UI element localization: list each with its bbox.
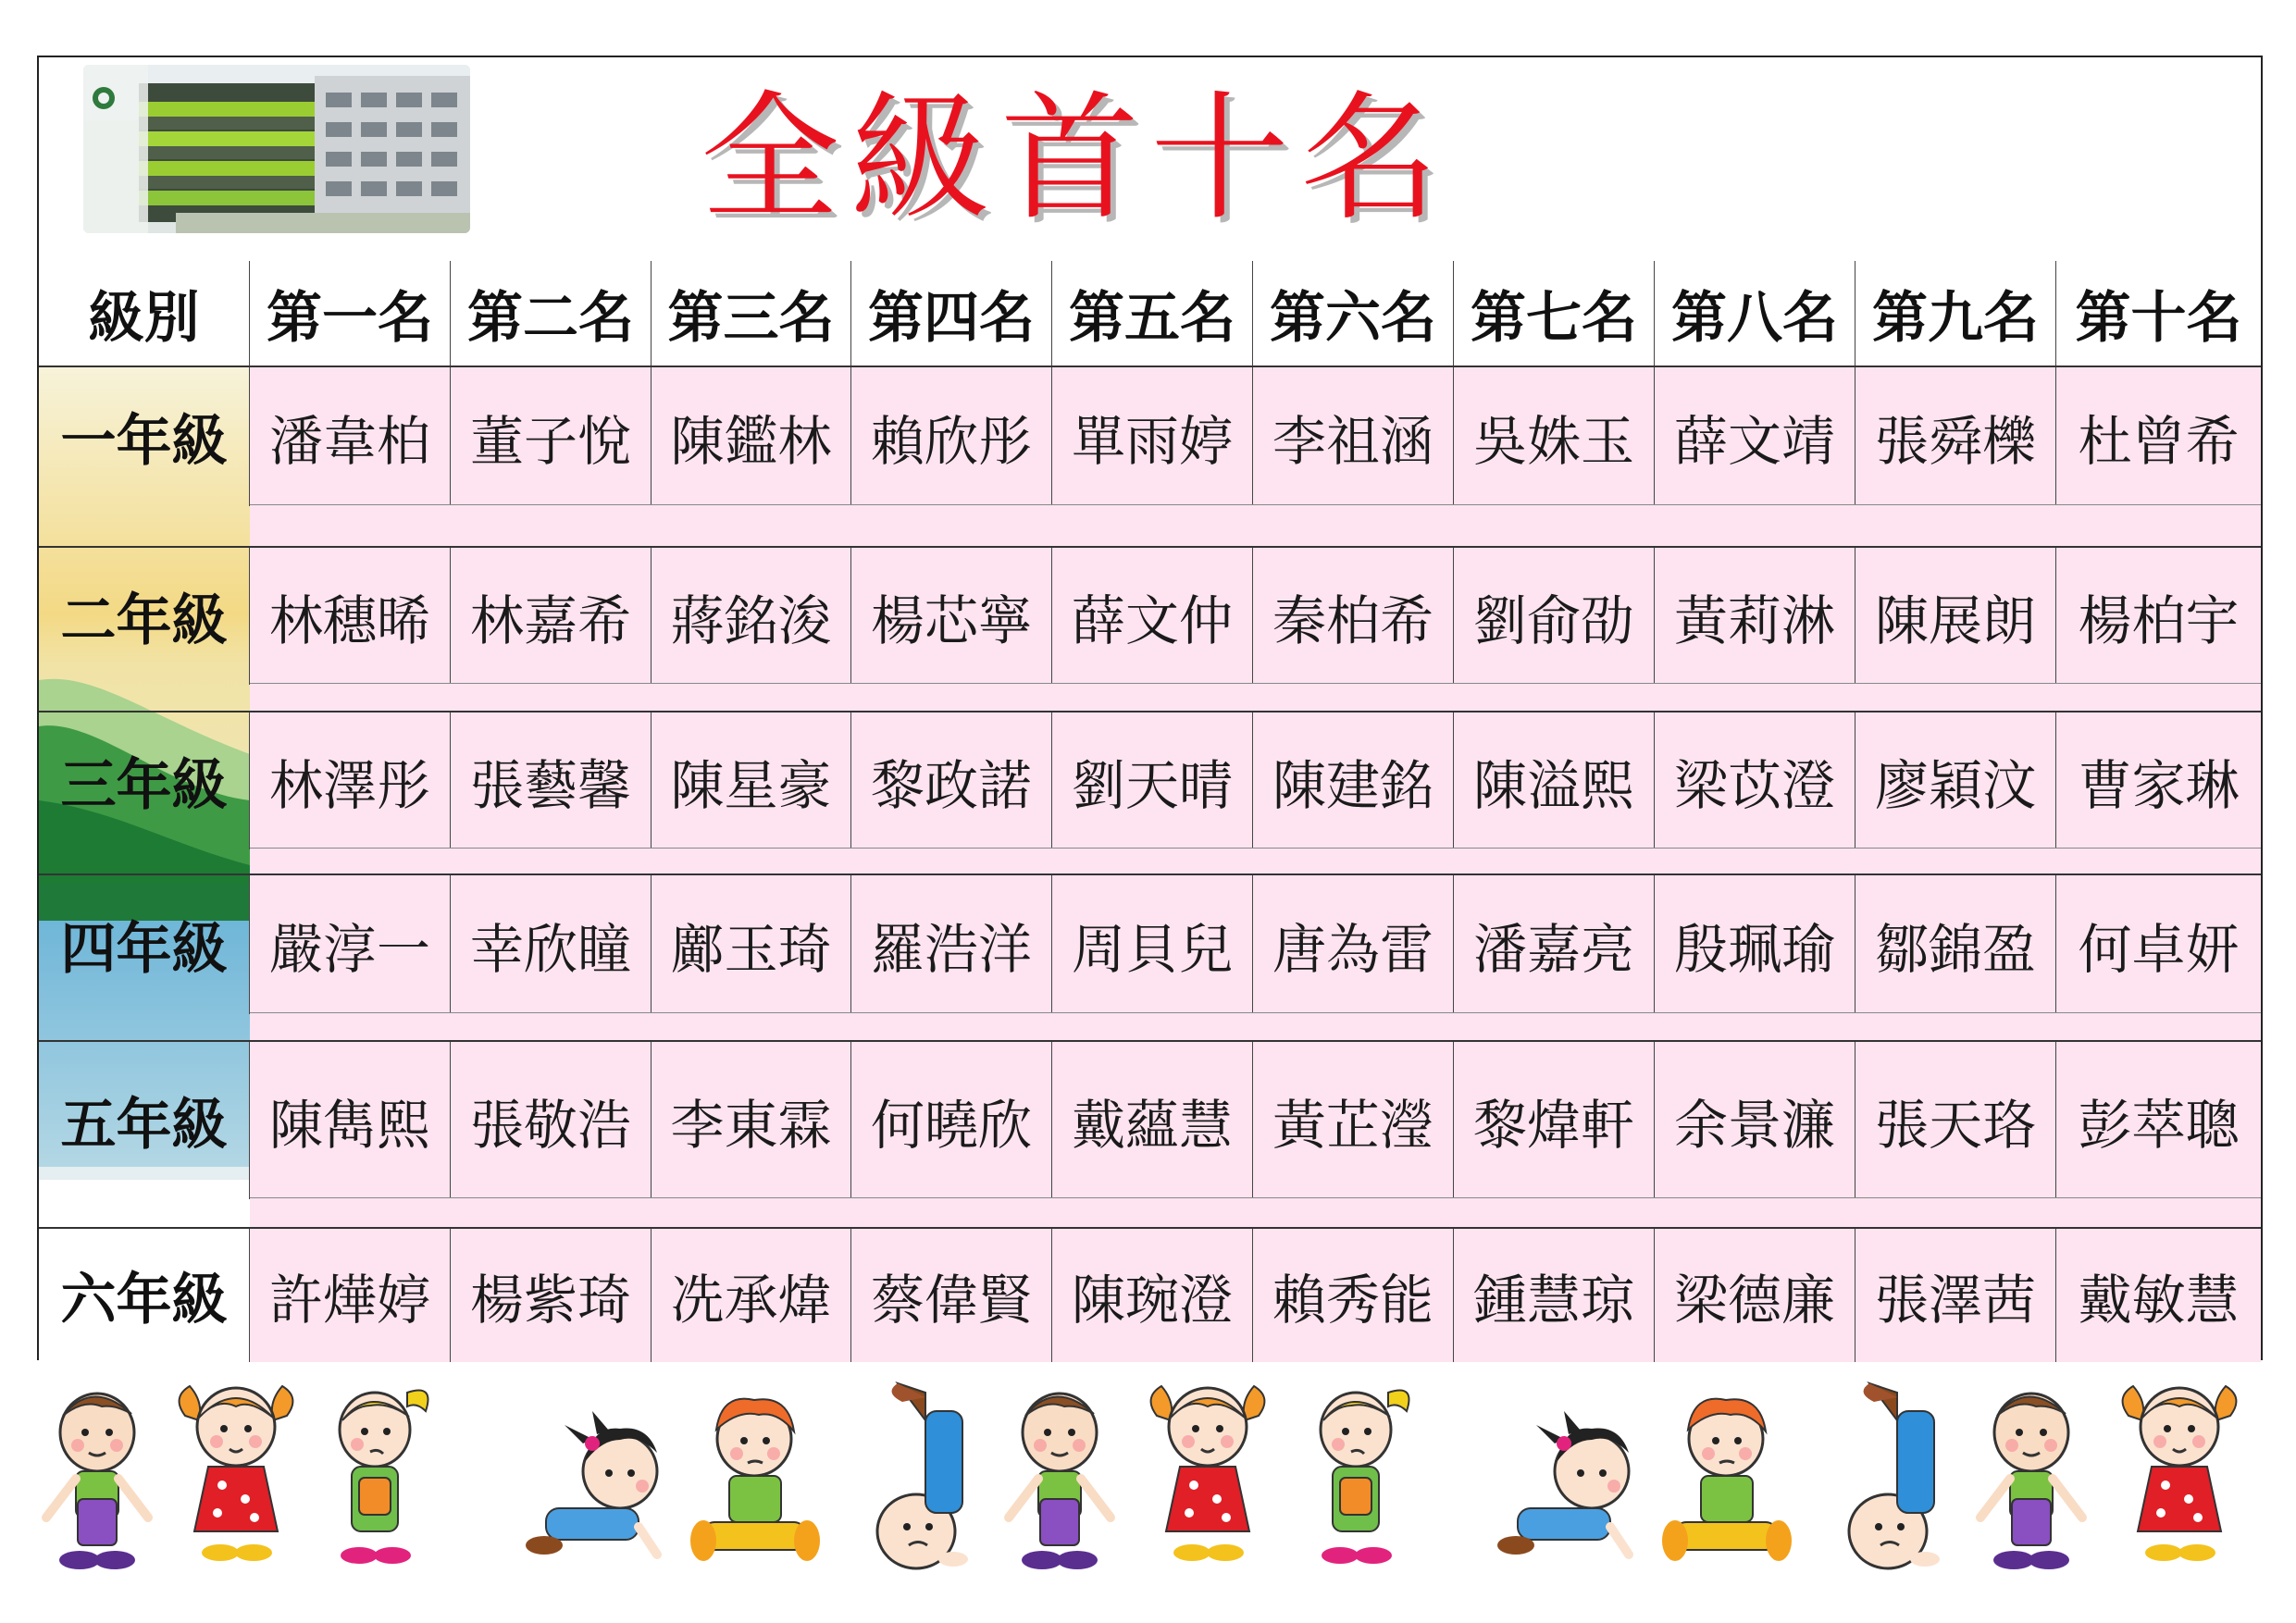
rank-header: 第四名	[851, 261, 1052, 365]
grade-row	[39, 711, 2261, 849]
student-name: 鍾慧琼	[1454, 1229, 1655, 1362]
student-name: 黎政諾	[851, 712, 1052, 849]
student-name: 陳琬澄	[1052, 1229, 1253, 1362]
student-name: 林澤彤	[250, 712, 451, 849]
cartoon-kid-icon	[2123, 1386, 2237, 1561]
grade-column-background	[39, 365, 250, 1360]
student-name: 薛文靖	[1655, 367, 1855, 506]
rank-header: 第十名	[2056, 261, 2261, 365]
cartoon-kid-icon	[690, 1399, 820, 1561]
student-name: 楊紫琦	[451, 1229, 652, 1362]
rank-header: 第八名	[1655, 261, 1855, 365]
student-name: 杜曾希	[2056, 367, 2261, 506]
student-name: 羅浩洋	[851, 875, 1052, 1014]
cartoon-kid-icon	[180, 1386, 293, 1561]
rank-header: 第七名	[1454, 261, 1655, 365]
student-name: 林嘉希	[451, 548, 652, 685]
student-name: 潘嘉亮	[1454, 875, 1655, 1014]
student-name: 廖穎汶	[1855, 712, 2056, 849]
student-name: 陳建銘	[1253, 712, 1454, 849]
student-name: 李東霖	[652, 1042, 851, 1199]
student-name: 林穗晞	[250, 548, 451, 685]
student-name: 曹家琳	[2056, 712, 2261, 849]
grade-label: 五年級	[39, 1042, 250, 1199]
cartoon-kid-icon	[1849, 1383, 1940, 1568]
grade-row	[39, 873, 2261, 1014]
grade-label: 二年級	[39, 548, 250, 685]
rank-header: 第一名	[250, 261, 451, 365]
student-name: 余景濂	[1655, 1042, 1855, 1199]
grade-row	[39, 365, 2261, 506]
student-name: 鄺玉琦	[652, 875, 851, 1014]
student-name: 楊芯寧	[851, 548, 1052, 685]
student-name: 陳鑑林	[652, 367, 851, 506]
student-name: 陳溢熙	[1454, 712, 1655, 849]
header-row	[39, 261, 2261, 365]
cartoon-kid-icon	[1980, 1394, 2082, 1569]
student-name: 黃芷瀅	[1253, 1042, 1454, 1199]
grade-label: 四年級	[39, 875, 250, 1014]
student-name: 董子悅	[451, 367, 652, 506]
student-name: 蔡偉賢	[851, 1229, 1052, 1362]
student-name: 秦柏希	[1253, 548, 1454, 685]
cartoon-kid-icon	[526, 1411, 657, 1555]
page-title: 全級首十名	[700, 79, 1450, 240]
cartoon-kid-icon	[1497, 1411, 1629, 1555]
cartoon-kid-icon	[877, 1383, 968, 1568]
student-name: 張澤茜	[1855, 1229, 2056, 1362]
grade-row	[39, 1040, 2261, 1199]
student-name: 劉天晴	[1052, 712, 1253, 849]
rank-header: 第九名	[1855, 261, 2056, 365]
student-name: 吳姝玉	[1454, 367, 1655, 506]
student-name: 賴欣彤	[851, 367, 1052, 506]
grade-label: 一年級	[39, 367, 250, 506]
grade-row	[39, 1227, 2261, 1362]
student-name: 鄒錦盈	[1855, 875, 2056, 1014]
row-spacer	[250, 1012, 2261, 1040]
student-name: 賴秀能	[1253, 1229, 1454, 1362]
rank-header: 第六名	[1253, 261, 1454, 365]
honor-roll-sheet	[37, 56, 2263, 1360]
student-name: 陳展朗	[1855, 548, 2056, 685]
grade-label: 三年級	[39, 712, 250, 849]
cartoon-kid-icon	[1321, 1391, 1409, 1565]
row-spacer	[250, 1197, 2261, 1227]
student-name: 周貝兒	[1052, 875, 1253, 1014]
student-name: 李祖涵	[1253, 367, 1454, 506]
student-name: 潘韋柏	[250, 367, 451, 506]
student-name: 單雨婷	[1052, 367, 1253, 506]
ranking-table	[39, 261, 2261, 1360]
rank-header: 第五名	[1052, 261, 1253, 365]
student-name: 戴敏慧	[2056, 1229, 2261, 1362]
rank-header: 第三名	[652, 261, 851, 365]
cartoon-kid-icon	[1662, 1399, 1792, 1561]
rank-header: 第二名	[451, 261, 652, 365]
student-name: 陳星豪	[652, 712, 851, 849]
student-name: 幸欣瞳	[451, 875, 652, 1014]
student-name: 黃莉淋	[1655, 548, 1855, 685]
student-name: 陳雋熙	[250, 1042, 451, 1199]
school-building-photo	[83, 65, 470, 233]
grade-column-header: 級別	[39, 261, 250, 365]
student-name: 何卓妍	[2056, 875, 2261, 1014]
cartoon-kids-border	[28, 1369, 2267, 1592]
student-name: 冼承煒	[652, 1229, 851, 1362]
grade-row	[39, 546, 2261, 685]
cartoon-kid-icon	[340, 1391, 428, 1565]
student-name: 張天珞	[1855, 1042, 2056, 1199]
cartoon-kid-icon	[46, 1394, 148, 1569]
student-name: 黎煒軒	[1454, 1042, 1655, 1199]
row-spacer	[250, 848, 2261, 873]
student-name: 彭萃聰	[2056, 1042, 2261, 1199]
student-name: 楊柏宇	[2056, 548, 2261, 685]
student-name: 殷珮瑜	[1655, 875, 1855, 1014]
header	[39, 57, 2261, 263]
student-name: 唐為雷	[1253, 875, 1454, 1014]
row-spacer	[250, 504, 2261, 546]
student-name: 梁德廉	[1655, 1229, 1855, 1362]
grade-label: 六年級	[39, 1229, 250, 1362]
student-name: 張舜櫟	[1855, 367, 2056, 506]
student-name: 張敬浩	[451, 1042, 652, 1199]
student-name: 張藝馨	[451, 712, 652, 849]
student-name: 梁苡澄	[1655, 712, 1855, 849]
student-name: 薛文仲	[1052, 548, 1253, 685]
cartoon-kid-icon	[1009, 1394, 1111, 1569]
student-name: 戴蘊慧	[1052, 1042, 1253, 1199]
student-name: 蔣銘浚	[652, 548, 851, 685]
student-name: 嚴淳一	[250, 875, 451, 1014]
row-spacer	[250, 683, 2261, 711]
student-name: 劉俞劭	[1454, 548, 1655, 685]
student-name: 何曉欣	[851, 1042, 1052, 1199]
cartoon-kid-icon	[1151, 1386, 1265, 1561]
student-name: 許燁婷	[250, 1229, 451, 1362]
